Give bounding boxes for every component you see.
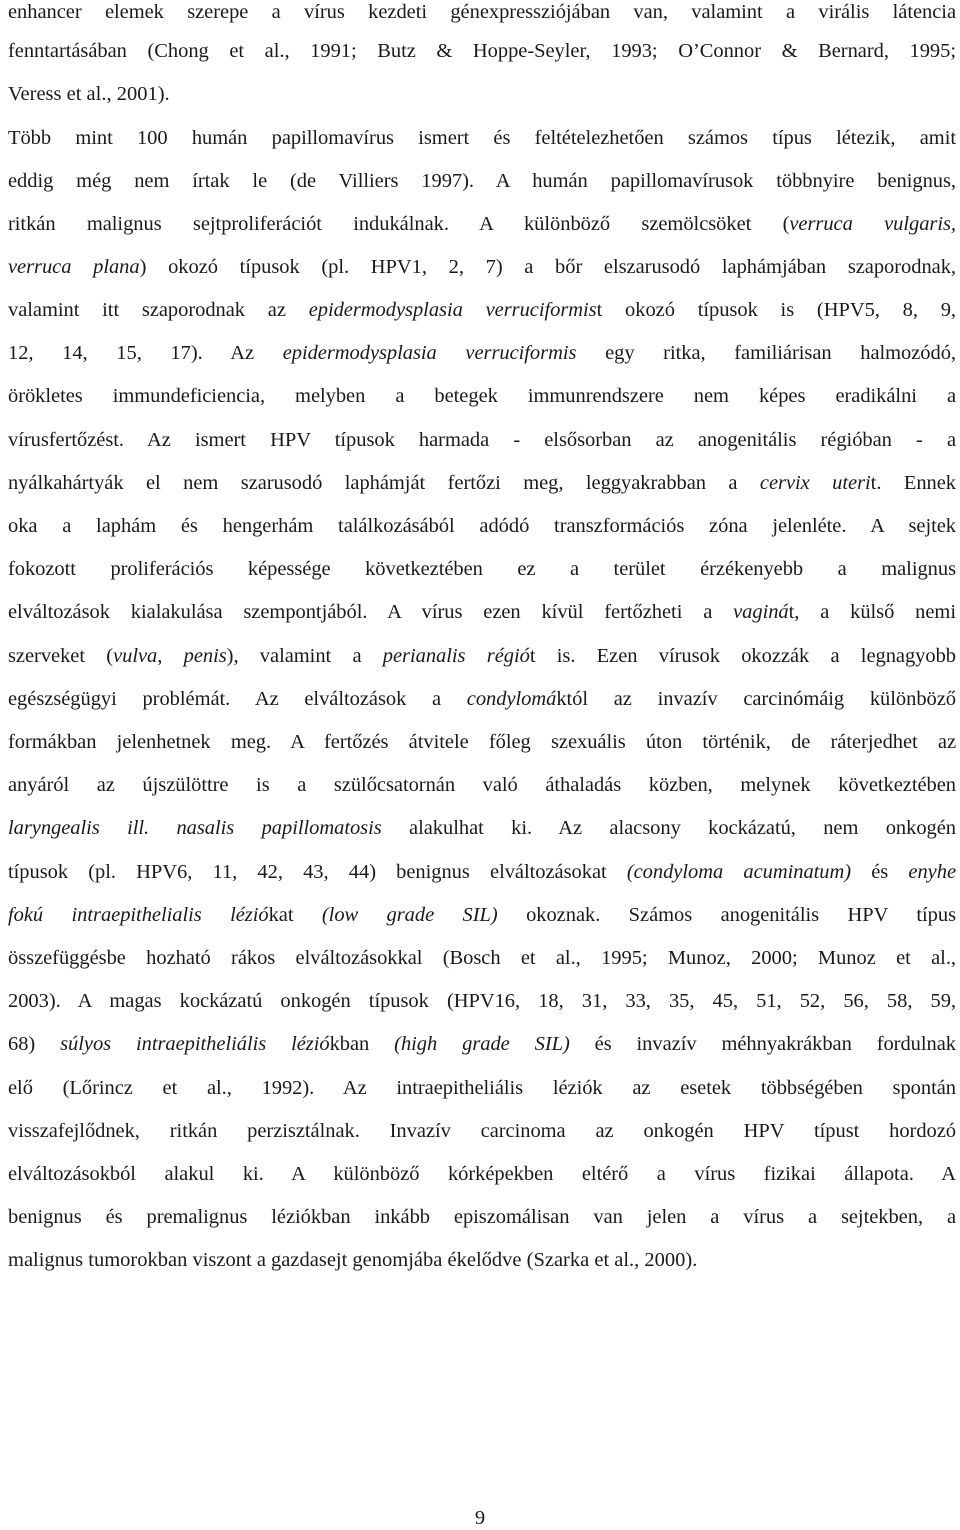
- text-line: [8, 82, 956, 106]
- text-segment: ,: [157, 645, 184, 667]
- italic-text: fokú intraepithelialis lézió: [8, 904, 269, 926]
- text-line: [8, 1032, 956, 1056]
- text-segment: 68): [8, 1033, 61, 1055]
- italic-text: condylomá: [466, 688, 557, 710]
- text-segment: enhancer elemek szerepe a vírus kezdeti génexpressziójában van, valamint a virális látencia: [8, 1, 956, 23]
- text-segment: örökletes immundeficiencia, melyben a betegek immunrendszere nem képes eradikálni a: [8, 385, 956, 407]
- text-segment: fenntartásában (Chong et al., 1991; Butz & Hoppe-Seyler, 1993; O’Connor & Bernard, 1995;: [8, 40, 956, 62]
- text-line: [8, 600, 956, 624]
- text-segment: malignus tumorokban viszont a gazdasejt genomjába ékelődve (Szarka et al., 2000).: [8, 1249, 698, 1271]
- text-segment: típusok (pl. HPV6, 11, 42, 43, 44) benignus elváltozásokat: [8, 861, 627, 883]
- italic-text: laryngealis ill. nasalis papillomatosis: [8, 817, 382, 839]
- italic-text: verruca vulgaris,: [789, 213, 956, 235]
- text-line: [8, 773, 956, 797]
- text-line: [8, 255, 956, 279]
- text-segment: visszafejlődnek, ritkán perzisztálnak. Invazív carcinoma az onkogén HPV típust hordozó: [8, 1120, 956, 1142]
- text-segment: Több mint 100 humán papillomavírus ismert és feltételezhetően számos típus létezik, amit: [8, 127, 956, 149]
- text-segment: ritkán malignus sejtproliferációt indukálnak. A különböző szemölcsöket (: [8, 213, 790, 235]
- text-line: [8, 428, 956, 452]
- text-segment: t okozó típusok is (HPV5, 8, 9,: [596, 299, 957, 321]
- text-segment: szerveket (: [8, 645, 114, 667]
- text-line: [8, 126, 956, 150]
- text-segment: oka a laphám és hengerhám találkozásából adódó transzformációs zóna jelenléte. A sejtek: [8, 515, 956, 537]
- italic-text: vulva: [113, 645, 158, 667]
- text-line: [8, 687, 956, 711]
- italic-text: (condyloma acuminatum): [626, 861, 852, 883]
- text-line: [8, 39, 956, 63]
- text-line: [8, 298, 956, 322]
- text-line: [8, 384, 956, 408]
- text-segment: anyáról az újszülöttre is a szülőcsatornán való áthaladás közben, melynek következtében: [8, 774, 956, 796]
- text-segment: fokozott proliferációs képessége következtében ez a terület érzékenyebb a malignus: [8, 558, 956, 580]
- text-line: [8, 730, 956, 754]
- text-line: [8, 471, 956, 495]
- text-line: [8, 169, 956, 193]
- text-line: [8, 644, 956, 668]
- italic-text: (high grade SIL): [394, 1033, 570, 1055]
- text-segment: 12, 14, 15, 17). Az: [8, 342, 283, 364]
- text-line: [8, 212, 956, 236]
- italic-text: vaginá: [733, 601, 789, 623]
- text-segment: kban: [329, 1033, 395, 1055]
- italic-text: súlyos intraepitheliális lézió: [60, 1033, 330, 1055]
- text-line: [8, 816, 956, 840]
- text-line: [8, 1205, 956, 1229]
- text-line: [8, 557, 956, 581]
- text-line: [8, 903, 956, 927]
- text-segment: któl az invazív carcinómáig különböző: [556, 688, 956, 710]
- text-segment: eddig még nem írtak le (de Villiers 1997). A humán papillomavírusok többnyire benignus,: [8, 170, 956, 192]
- italic-text: epidermodysplasia verruciformis: [282, 342, 577, 364]
- text-segment: egészségügyi problémát. Az elváltozások a: [8, 688, 467, 710]
- text-segment: és: [851, 861, 909, 883]
- page-number: 9: [474, 1507, 486, 1529]
- text-segment: alakulhat ki. Az alacsony kockázatú, nem onkogén: [381, 817, 957, 839]
- text-segment: ) okozó típusok (pl. HPV1, 2, 7) a bőr elszarusodó laphámjában szaporodnak,: [139, 256, 956, 278]
- italic-text: cervix uteri: [759, 472, 871, 494]
- italic-text: perianalis régió: [382, 645, 530, 667]
- text-segment: vírusfertőzést. Az ismert HPV típusok harmada - elsősorban az anogenitális régióban - a: [8, 429, 956, 451]
- text-line: [8, 1076, 956, 1100]
- text-segment: elő (Lőrincz et al., 1992). Az intraepitheliális léziók az esetek többségében spontán: [8, 1077, 956, 1099]
- text-segment: 2003). A magas kockázatú onkogén típusok (HPV16, 18, 31, 33, 35, 45, 51, 52, 56, 58, 59,: [8, 990, 956, 1012]
- text-line: [8, 1162, 956, 1186]
- text-segment: t, a külső nemi: [788, 601, 956, 623]
- text-line: [8, 1119, 956, 1143]
- italic-text: enyhe: [908, 861, 956, 883]
- text-segment: nyálkahártyák el nem szarusodó laphámját fertőzi meg, leggyakrabban a: [8, 472, 760, 494]
- text-line: [8, 341, 956, 365]
- text-segment: összefüggésbe hozható rákos elváltozásokkal (Bosch et al., 1995; Munoz, 2000; Munoz et al.,: [8, 947, 956, 969]
- text-segment: elváltozásokból alakul ki. A különböző kórképekben eltérő a vírus fizikai állapota. A: [8, 1163, 956, 1185]
- text-segment: formákban jelenhetnek meg. A fertőzés átvitele főleg szexuális úton történik, de ráterjedhet az: [8, 731, 956, 753]
- text-segment: valamint itt szaporodnak az: [8, 299, 309, 321]
- text-segment: egy ritka, familiárisan halmozódó,: [576, 342, 956, 364]
- text-segment: ), valamint a: [226, 645, 383, 667]
- text-segment: benignus és premalignus léziókban inkább episzomálisan van jelen a vírus a sejtekben, a: [8, 1206, 956, 1228]
- text-line: [8, 989, 956, 1013]
- text-line: [8, 0, 956, 24]
- text-segment: kat: [268, 904, 322, 926]
- text-segment: okoznak. Számos anogenitális HPV típus: [497, 904, 957, 926]
- text-line: [8, 860, 956, 884]
- text-line: [8, 1248, 956, 1272]
- italic-text: epidermodysplasia verruciformis: [308, 299, 597, 321]
- italic-text: (low grade SIL): [321, 904, 498, 926]
- text-line: [8, 946, 956, 970]
- text-segment: t is. Ezen vírusok okozzák a legnagyobb: [529, 645, 957, 667]
- text-segment: t. Ennek: [870, 472, 956, 494]
- italic-text: verruca plana: [8, 256, 140, 278]
- italic-text: penis: [183, 645, 227, 667]
- text-segment: elváltozások kialakulása szempontjából. A vírus ezen kívül fertőzheti a: [8, 601, 734, 623]
- text-segment: és invazív méhnyakrákban fordulnak: [569, 1033, 956, 1055]
- text-segment: Veress et al., 2001).: [8, 83, 170, 105]
- text-line: [8, 514, 956, 538]
